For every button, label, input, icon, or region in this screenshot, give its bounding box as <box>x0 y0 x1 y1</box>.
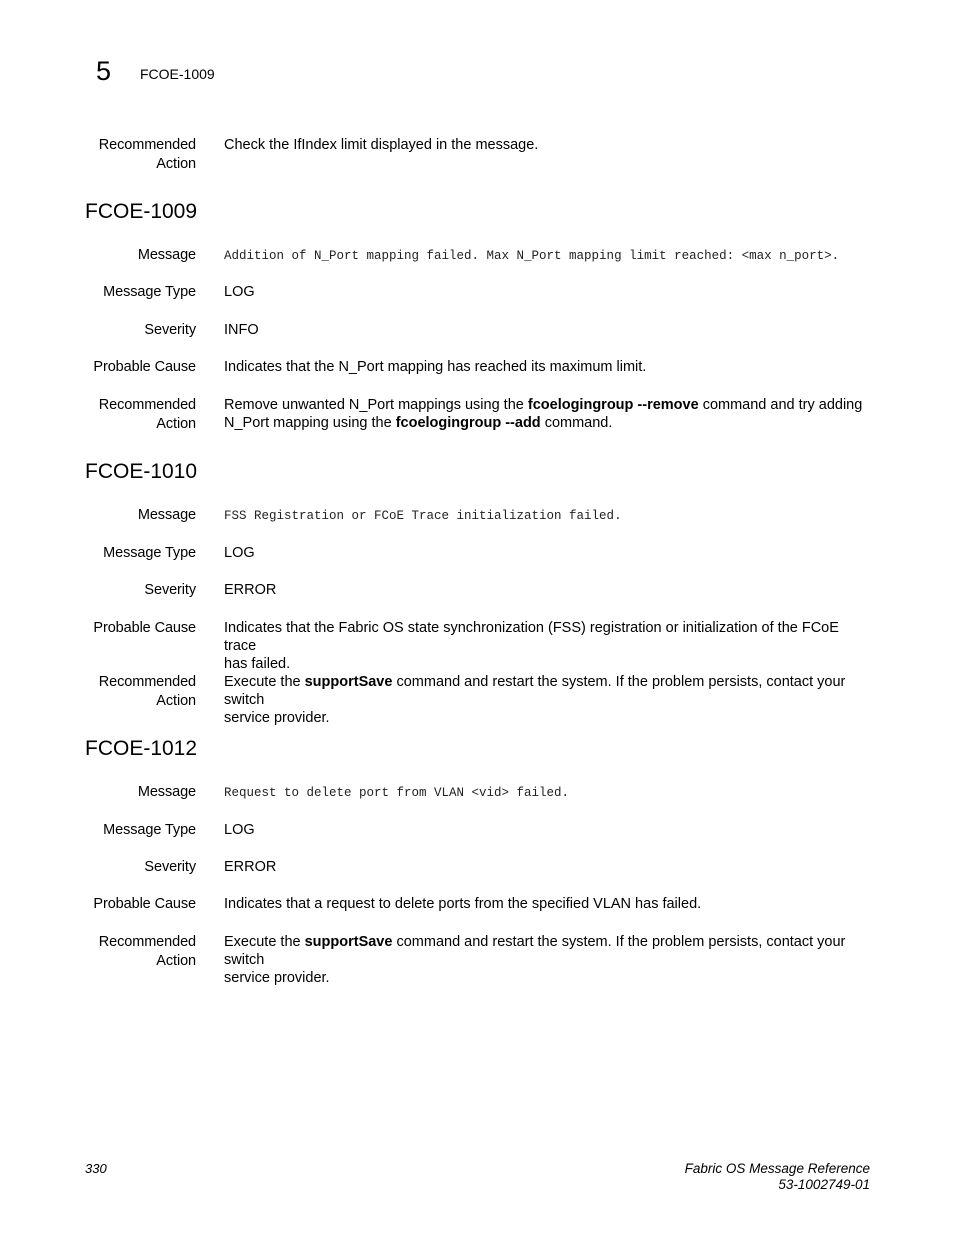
recommended-action-label: Recommended Action <box>98 934 196 969</box>
probable-cause-label: Probable Cause <box>93 896 196 912</box>
doc-title: Fabric OS Message Reference <box>684 1161 870 1176</box>
recommended-action-text: Check the IfIndex limit displayed in the message. <box>224 137 539 153</box>
recommended-action-label: Recommended Action <box>98 674 196 709</box>
message-type-label: Message Type <box>103 545 196 561</box>
severity-label: Severity <box>144 582 196 598</box>
recommended-action-text: Execute the supportSave command and restart the system. If the problem persists, contact your switch service provider. <box>224 934 846 986</box>
section-title: FCOE-1010 <box>85 460 198 483</box>
message-type-value: LOG <box>224 545 255 561</box>
doc-number: 53-1002749-01 <box>778 1177 870 1192</box>
message-text: FSS Registration or FCoE Trace initialization failed. <box>224 509 622 523</box>
message-type-value: LOG <box>224 822 255 838</box>
probable-cause-label: Probable Cause <box>93 620 196 636</box>
section-title: FCOE-1009 <box>85 200 198 223</box>
message-label: Message <box>137 507 196 523</box>
severity-value: INFO <box>224 322 259 338</box>
probable-cause-label: Probable Cause <box>93 359 196 375</box>
footer-doc-info <box>685 1161 870 1193</box>
probable-cause-text: Indicates that the N_Port mapping has reached its maximum limit. <box>224 359 647 375</box>
message-text: Addition of N_Port mapping failed. Max N_Port mapping limit reached: <max n_port>. <box>224 249 840 263</box>
message-type-label: Message Type <box>103 822 196 838</box>
message-type-value: LOG <box>224 284 255 300</box>
recommended-action-text: Execute the supportSave command and restart the system. If the problem persists, contact your switch service provider. <box>224 674 846 726</box>
page-number: 330 <box>85 1161 107 1176</box>
probable-cause-text: Indicates that a request to delete ports from the specified VLAN has failed. <box>224 896 702 912</box>
section-title: FCOE-1012 <box>85 737 198 760</box>
severity-label: Severity <box>144 859 196 875</box>
severity-label: Severity <box>144 322 196 338</box>
chapter-number: 5 <box>96 56 112 86</box>
message-text: Request to delete port from VLAN <vid> failed. <box>224 786 570 800</box>
severity-value: ERROR <box>224 859 277 875</box>
message-label: Message <box>137 247 196 263</box>
running-head: FCOE-1009 <box>140 66 215 82</box>
recommended-action-text: Remove unwanted N_Port mappings using the fcoelogingroup --remove command and try adding N_Port mapping using the fcoelogingroup --add command. <box>224 397 863 431</box>
probable-cause-text: Indicates that the Fabric OS state synchronization (FSS) registration or initialization of the FCoE trace has failed. <box>224 620 839 672</box>
message-type-label: Message Type <box>103 284 196 300</box>
recommended-action-label: Recommended Action <box>98 397 196 432</box>
message-label: Message <box>137 784 196 800</box>
severity-value: ERROR <box>224 582 277 598</box>
recommended-action-label: Recommended Action <box>98 137 196 172</box>
